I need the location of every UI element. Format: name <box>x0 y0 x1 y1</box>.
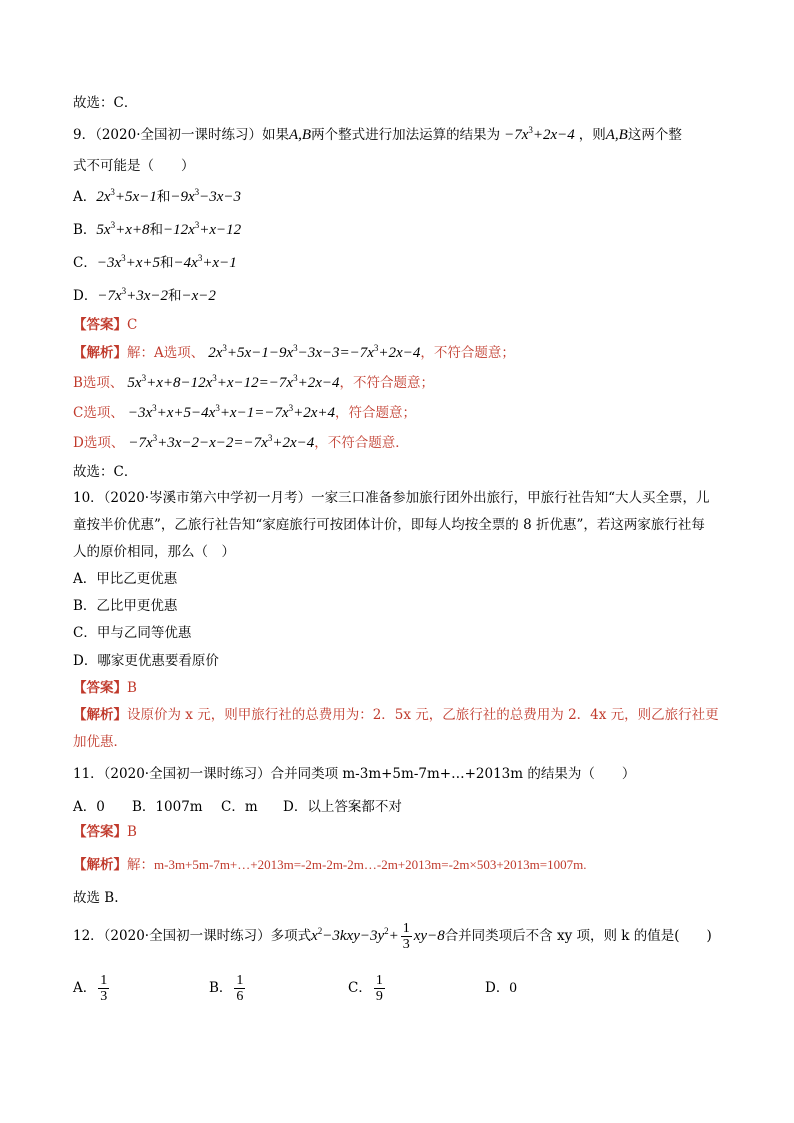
q10-answer <box>73 678 137 700</box>
fraction-denominator: 6 <box>236 989 244 1004</box>
q9-option-d <box>73 286 216 308</box>
option-label: A． <box>73 189 97 205</box>
q9-stem-ab: A,B <box>289 127 312 143</box>
option-label: A． <box>73 980 97 996</box>
q9-conclusion: 故选：C． <box>73 464 138 480</box>
option-and: 和 <box>156 189 171 205</box>
option-expr-2: $-9x^3-3x-3$ <box>170 187 242 205</box>
option-value: 0 <box>509 980 517 996</box>
q10-stem-line1: 10．（2020·岑溪市第六中学初一月考）一家三口准备参加旅行团外出旅行，甲旅行社告知“大人买全票，儿 <box>73 490 710 506</box>
option-expr-2: −x−2 <box>181 288 216 304</box>
q10-stem-line3: 人的原价相同，那么（ ） <box>73 544 235 560</box>
q11-options <box>73 797 473 819</box>
fraction-numerator: 1 <box>402 921 410 936</box>
option-expr-2: $-4x^3+x-1$ <box>173 253 237 271</box>
q10-stem-line2: 童按半价优惠”，乙旅行社告知“家庭旅行可按团体计价，即每人均按全票的 8 折优惠”，若这两家旅行社每 <box>73 517 705 533</box>
q12-expr-b: xy−8 <box>413 928 445 944</box>
q12-option-c <box>348 970 387 1006</box>
q10-analysis-line1 <box>73 705 719 727</box>
answer-tag: 【答案】 <box>73 317 127 333</box>
q9-stem-part-a: 9．（2020·全国初一课时练习）如果 <box>73 127 289 143</box>
q12-option-d <box>485 970 517 1006</box>
option-label: D． <box>73 288 98 304</box>
q11-answer <box>73 822 137 844</box>
answer-value: B <box>127 824 137 840</box>
option-fraction <box>234 973 245 1004</box>
q12-options <box>73 970 573 1006</box>
q9-stem-line2: 式不可能是（ ） <box>73 158 195 174</box>
fraction-numerator: 1 <box>375 973 383 988</box>
analysis-head: 解：A选项、 <box>127 345 205 361</box>
answer-value: C <box>127 317 138 333</box>
option-expr-1: $-7x^3+3x-2$ <box>97 286 169 304</box>
analysis-expr: $5x^3+x+8-12x^3+x-12=-7x^3+2x-4$ <box>127 373 340 391</box>
option-and: 和 <box>149 222 163 238</box>
q11-conclusion: 故选 B. <box>73 890 119 906</box>
analysis-expr: $-3x^3+x+5-4x^3+x-1=-7x^3+2x+4$ <box>127 403 336 421</box>
fraction-denominator: 3 <box>100 989 108 1004</box>
q10-option-b: B．乙比甲更优惠 <box>73 598 178 614</box>
q12-option-b <box>209 970 247 1006</box>
q9-option-b <box>73 220 241 242</box>
q9-stem-expr: $-7x^3+2x-4$ <box>504 125 575 143</box>
q9-stem-part-d: 这两个整 <box>627 127 682 143</box>
option-expr-1: $-3x^3+x+5$ <box>96 253 161 271</box>
q12-stem-part-b: 合并同类项后不含 xy 项，则 k 的值是( ) <box>444 928 712 944</box>
option-fraction <box>374 973 385 1004</box>
q11-option-a: A．0 <box>73 799 105 815</box>
option-fraction <box>98 973 109 1004</box>
q9-analysis-line2 <box>73 373 434 395</box>
q12-option-a <box>73 970 111 1006</box>
analysis-tail: ，不符合题意． <box>314 435 409 451</box>
analysis-text: 设原价为 x 元，则甲旅行社的总费用为：2．5x 元，乙旅行社的总费用为 2．4x 元，则乙旅行社更 <box>127 707 719 723</box>
analysis-tag: 【解析】 <box>73 345 127 361</box>
q9-stem-part-b: 两个整式进行加法运算的结果为 <box>311 127 501 143</box>
q9-stem-ab2: A,B <box>605 127 628 143</box>
analysis-tail: ，符合题意； <box>335 405 417 421</box>
answer-tag: 【答案】 <box>73 824 127 840</box>
q10-analysis-line2 <box>73 732 127 754</box>
q10-option-c: C．甲与乙同等优惠 <box>73 625 192 641</box>
q9-option-c <box>73 253 237 275</box>
q9-answer <box>73 315 137 337</box>
analysis-head: 解： <box>127 857 154 873</box>
option-label: C． <box>348 980 372 996</box>
analysis-tail: ，不符合题意； <box>420 345 515 361</box>
q11-option-b: B．1007m <box>132 799 203 815</box>
q12-fraction <box>401 921 412 952</box>
q9-analysis-line3 <box>73 403 416 425</box>
fraction-denominator: 9 <box>375 989 383 1004</box>
q11-stem: 11．（2020·全国初一课时练习）合并同类项 m-3m+5m-7m+…+2013m 的结果为（ ） <box>73 766 636 782</box>
analysis-head: B选项、 <box>73 375 124 391</box>
option-and: 和 <box>168 288 182 304</box>
q9-stem-line1 <box>73 125 682 147</box>
option-label: B． <box>73 222 97 238</box>
q11-analysis <box>73 855 587 877</box>
analysis-head: D选项、 <box>73 435 125 451</box>
q9-option-a <box>73 187 241 209</box>
option-label: C． <box>73 255 97 271</box>
option-expr-1: $2x^3+5x-1$ <box>96 187 157 205</box>
q9-stem-part-c: ，则 <box>578 127 606 143</box>
analysis-text: m-3m+5m-7m+…+2013m=-2m-2m-2m…-2m+2013m=-2m×503+2013m=1007m. <box>154 857 587 872</box>
q11-option-d: D．以上答案都不对 <box>283 799 402 815</box>
answer-tag: 【答案】 <box>73 680 127 696</box>
q8-conclusion: 故选：C． <box>73 95 138 111</box>
analysis-tail: ，不符合题意； <box>339 375 434 391</box>
fraction-denominator: 3 <box>402 937 410 952</box>
q9-analysis-line4 <box>73 433 409 455</box>
analysis-head: C选项、 <box>73 405 124 421</box>
analysis-text: 加优惠． <box>73 734 127 750</box>
q11-option-c: C．m <box>221 799 258 815</box>
analysis-tag: 【解析】 <box>73 707 127 723</box>
fraction-numerator: 1 <box>100 973 108 988</box>
q12-expr-a: $x^2-3kxy-3y^2+$ <box>311 926 399 944</box>
option-expr-2: $-12x^3+x-12$ <box>163 220 242 238</box>
option-expr-1: $5x^3+x+8$ <box>96 220 150 238</box>
fraction-numerator: 1 <box>236 973 244 988</box>
q12-stem <box>73 919 712 953</box>
q12-stem-part-a: 12．（2020·全国初一课时练习）多项式 <box>73 928 312 944</box>
analysis-expr: $-7x^3+3x-2-x-2=-7x^3+2x-4$ <box>128 433 315 451</box>
option-and: 和 <box>160 255 174 271</box>
analysis-expr: $2x^3+5x-1-9x^3-3x-3=-7x^3+2x-4$ <box>208 343 421 361</box>
q9-analysis-line1 <box>73 343 515 365</box>
option-label: D． <box>485 980 510 996</box>
analysis-tag: 【解析】 <box>73 857 127 873</box>
option-label: B． <box>209 980 233 996</box>
q10-option-a: A．甲比乙更优惠 <box>73 571 178 587</box>
answer-value: B <box>127 680 137 696</box>
q10-option-d: D．哪家更优惠要看原价 <box>73 653 219 669</box>
